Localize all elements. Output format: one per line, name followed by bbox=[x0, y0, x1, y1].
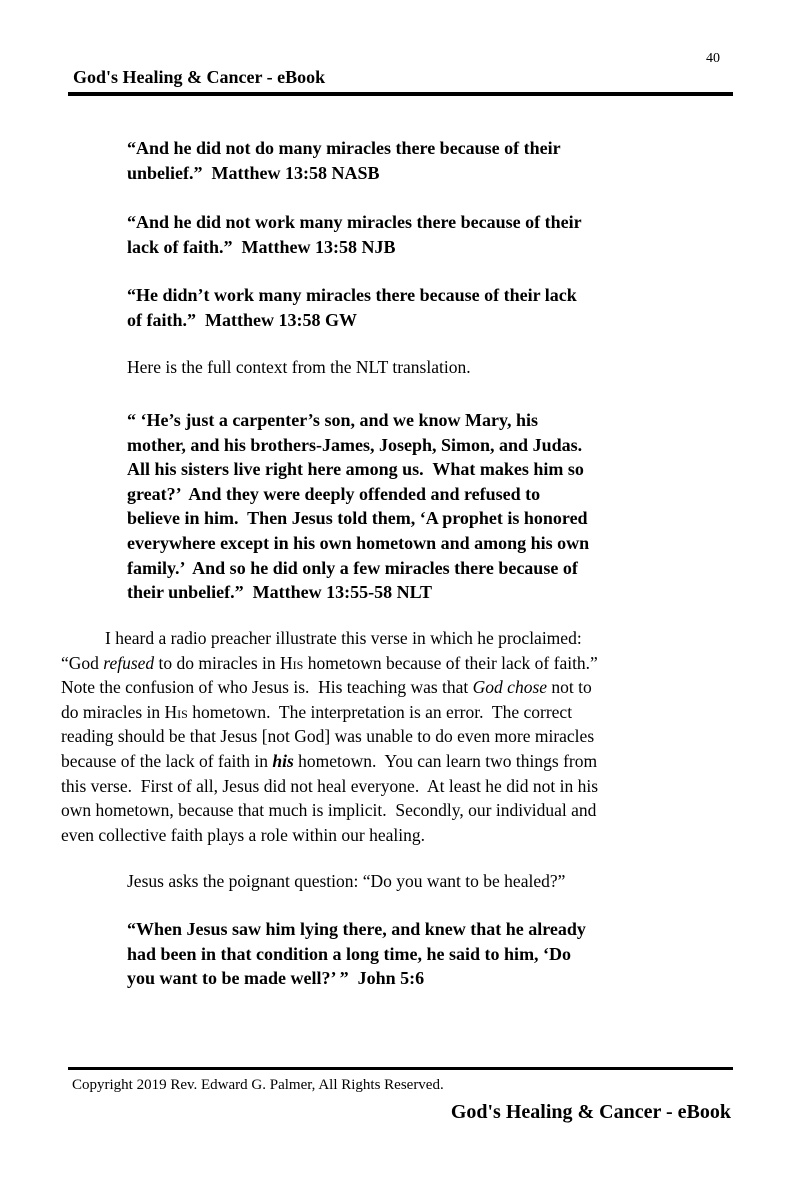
scripture-quote-matthew-nasb: “And he did not do many miracles there because of their unbelief.” Matthew 13:58 NASB bbox=[127, 138, 561, 183]
header-rule bbox=[68, 92, 733, 96]
body-paragraph: I heard a radio preacher illustrate this verse in which he proclaimed: “God refused to do miracles in His hometown because of their lack of faith.” Note the confusion of who Jesus is. His teaching was that God chose not to do miracles in His hometown. The interpretation is an error. The correct reading should be that Jesus [not God] was unable to do even more miracles because of the lack of faith in his hometown. You can learn two things from this verse. First of all, Jesus did not heal everyone. At least he did not in his own hometown, because that much is implicit. Secondly, our individual and even collective faith plays a role within our healing. bbox=[61, 628, 599, 845]
intro-sentence: Here is the full context from the NLT translation. bbox=[127, 357, 471, 377]
question-sentence: Jesus asks the poignant question: “Do you want to be healed?” bbox=[127, 871, 566, 891]
footer-title: God's Healing & Cancer - eBook bbox=[450, 1101, 731, 1123]
header-title: God's Healing & Cancer - eBook bbox=[73, 67, 326, 87]
scripture-quote-matthew-gw: “He didn’t work many miracles there because of their lack of faith.” Matthew 13:58 GW bbox=[127, 285, 577, 330]
footer-rule bbox=[68, 1067, 733, 1070]
footer-copyright: Copyright 2019 Rev. Edward G. Palmer, All Rights Reserved. bbox=[72, 1077, 444, 1093]
scripture-quote-matthew-njb: “And he did not work many miracles there because of their lack of faith.” Matthew 13:58 NJB bbox=[127, 212, 582, 257]
scripture-quote-matthew-nlt: “ ‘He’s just a carpenter’s son, and we know Mary, his mother, and his brothers-James, Joseph, Simon, and Judas. All his sisters live right here among us. What makes him so great?’ And they were deeply offended and refused to believe in him. Then Jesus told them, ‘A prophet is honored everywhere except in his own hometown and among his own family.’ And so he did only a few miracles there because of their unbelief.” Matthew 13:55-58 NLT bbox=[127, 410, 590, 603]
scripture-quote-john: “When Jesus saw him lying there, and knew that he already had been in that condition a long time, he said to him, ‘Do you want to be made well?’ ” John 5:6 bbox=[127, 919, 586, 989]
page-number: 40 bbox=[706, 51, 720, 66]
